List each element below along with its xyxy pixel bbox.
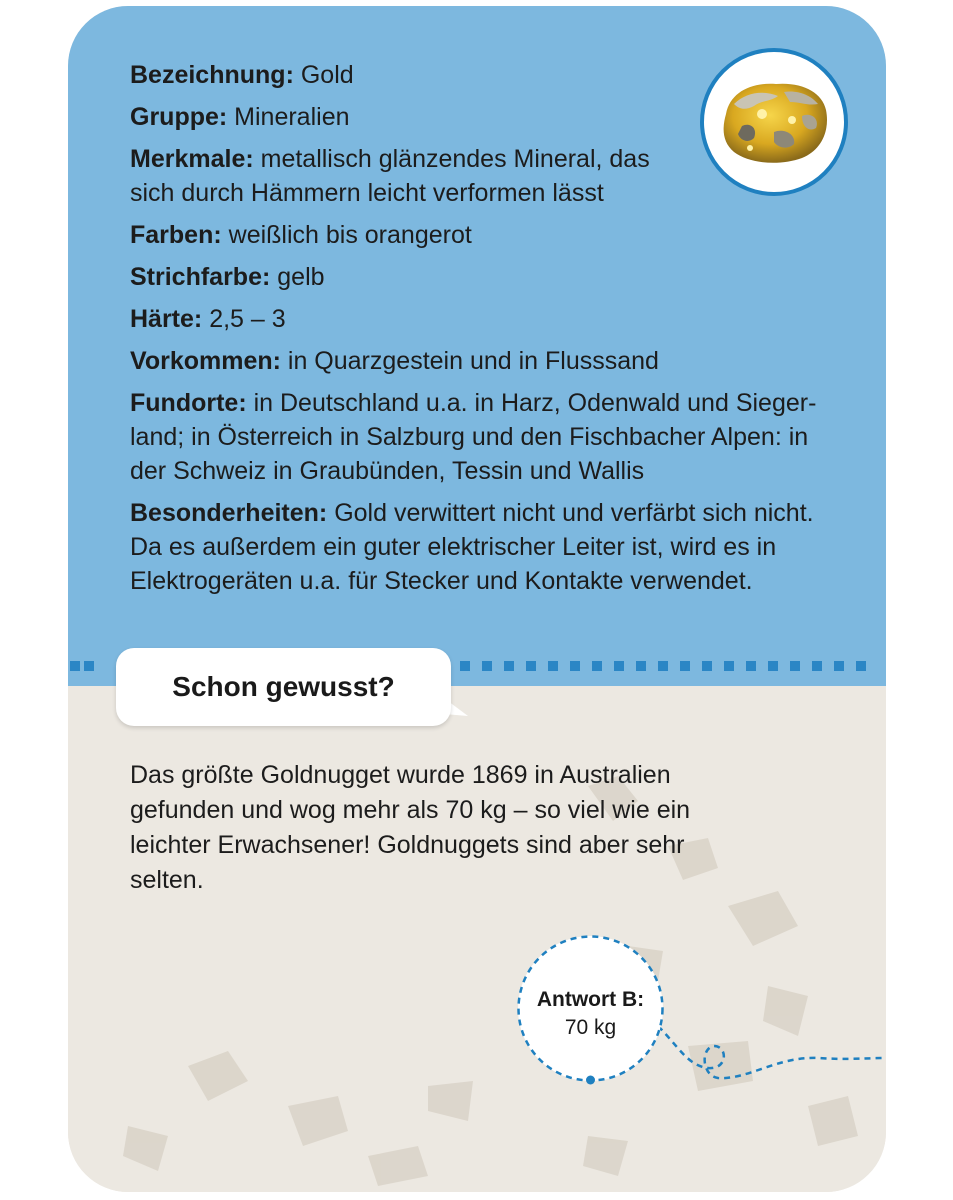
fact-label: Vorkommen: <box>130 347 281 375</box>
gold-nugget-icon <box>700 48 848 196</box>
fact-streak <box>130 260 830 294</box>
answer-label: Antwort B: <box>536 988 645 1011</box>
speech-bubble <box>116 648 451 726</box>
mineral-card <box>68 6 886 1192</box>
fact-value: weißlich bis orangerot <box>221 221 472 249</box>
fact-occurrence <box>130 344 830 378</box>
fact-label: Strichfarbe: <box>130 263 271 291</box>
fun-fact-text: Das größte Goldnugget wurde 1869 in Australien gefunden und wog mehr als 70 kg – so viel wie ein leichter Erwachsener! Goldnuggets sind aber sehr selten. <box>130 761 691 894</box>
fact-value: in Quarzgestein und in Flusssand <box>280 347 659 375</box>
gold-nugget-image <box>704 52 844 192</box>
fact-colors <box>130 218 830 252</box>
fact-value: gelb <box>270 263 325 291</box>
fact-value: in Deutschland u.a. in Harz, Odenwald und Sieger-land; in Österreich in Salzburg und den Fischbacher Alpen: in der Schweiz in Graubünden, Tessin und Wallis <box>130 389 817 485</box>
fact-label: Härte: <box>130 305 203 333</box>
fact-value: 2,5 – 3 <box>202 305 286 333</box>
fact-label: Farben: <box>130 221 222 249</box>
fact-specials <box>130 496 830 598</box>
fact-label: Bezeichnung: <box>130 61 294 89</box>
fact-value: Gold verwittert nicht und verfärbt sich nicht. Da es außerdem ein guter elektrischer Leiter ist, wird es in Elektrogeräten u.a. für Stecker und Kontakte verwendet. <box>130 499 814 595</box>
fact-value: metallisch glänzendes Mineral, das sich durch Hämmern leicht verformen lässt <box>130 145 650 207</box>
fact-value: Mineralien <box>227 103 350 131</box>
dashed-path <box>658 1006 886 1116</box>
fact-label: Fundorte: <box>130 389 247 417</box>
fact-label: Merkmale: <box>130 145 254 173</box>
fact-locations <box>130 386 830 488</box>
fact-hardness <box>130 302 830 336</box>
facts-panel <box>68 6 886 686</box>
fact-features <box>130 142 690 210</box>
answer-value: 70 kg <box>564 1016 617 1039</box>
fact-value: Gold <box>293 61 354 89</box>
bubble-title: Schon gewusst? <box>172 671 395 702</box>
fact-label: Gruppe: <box>130 103 228 131</box>
fact-label: Besonderheiten: <box>130 499 328 527</box>
